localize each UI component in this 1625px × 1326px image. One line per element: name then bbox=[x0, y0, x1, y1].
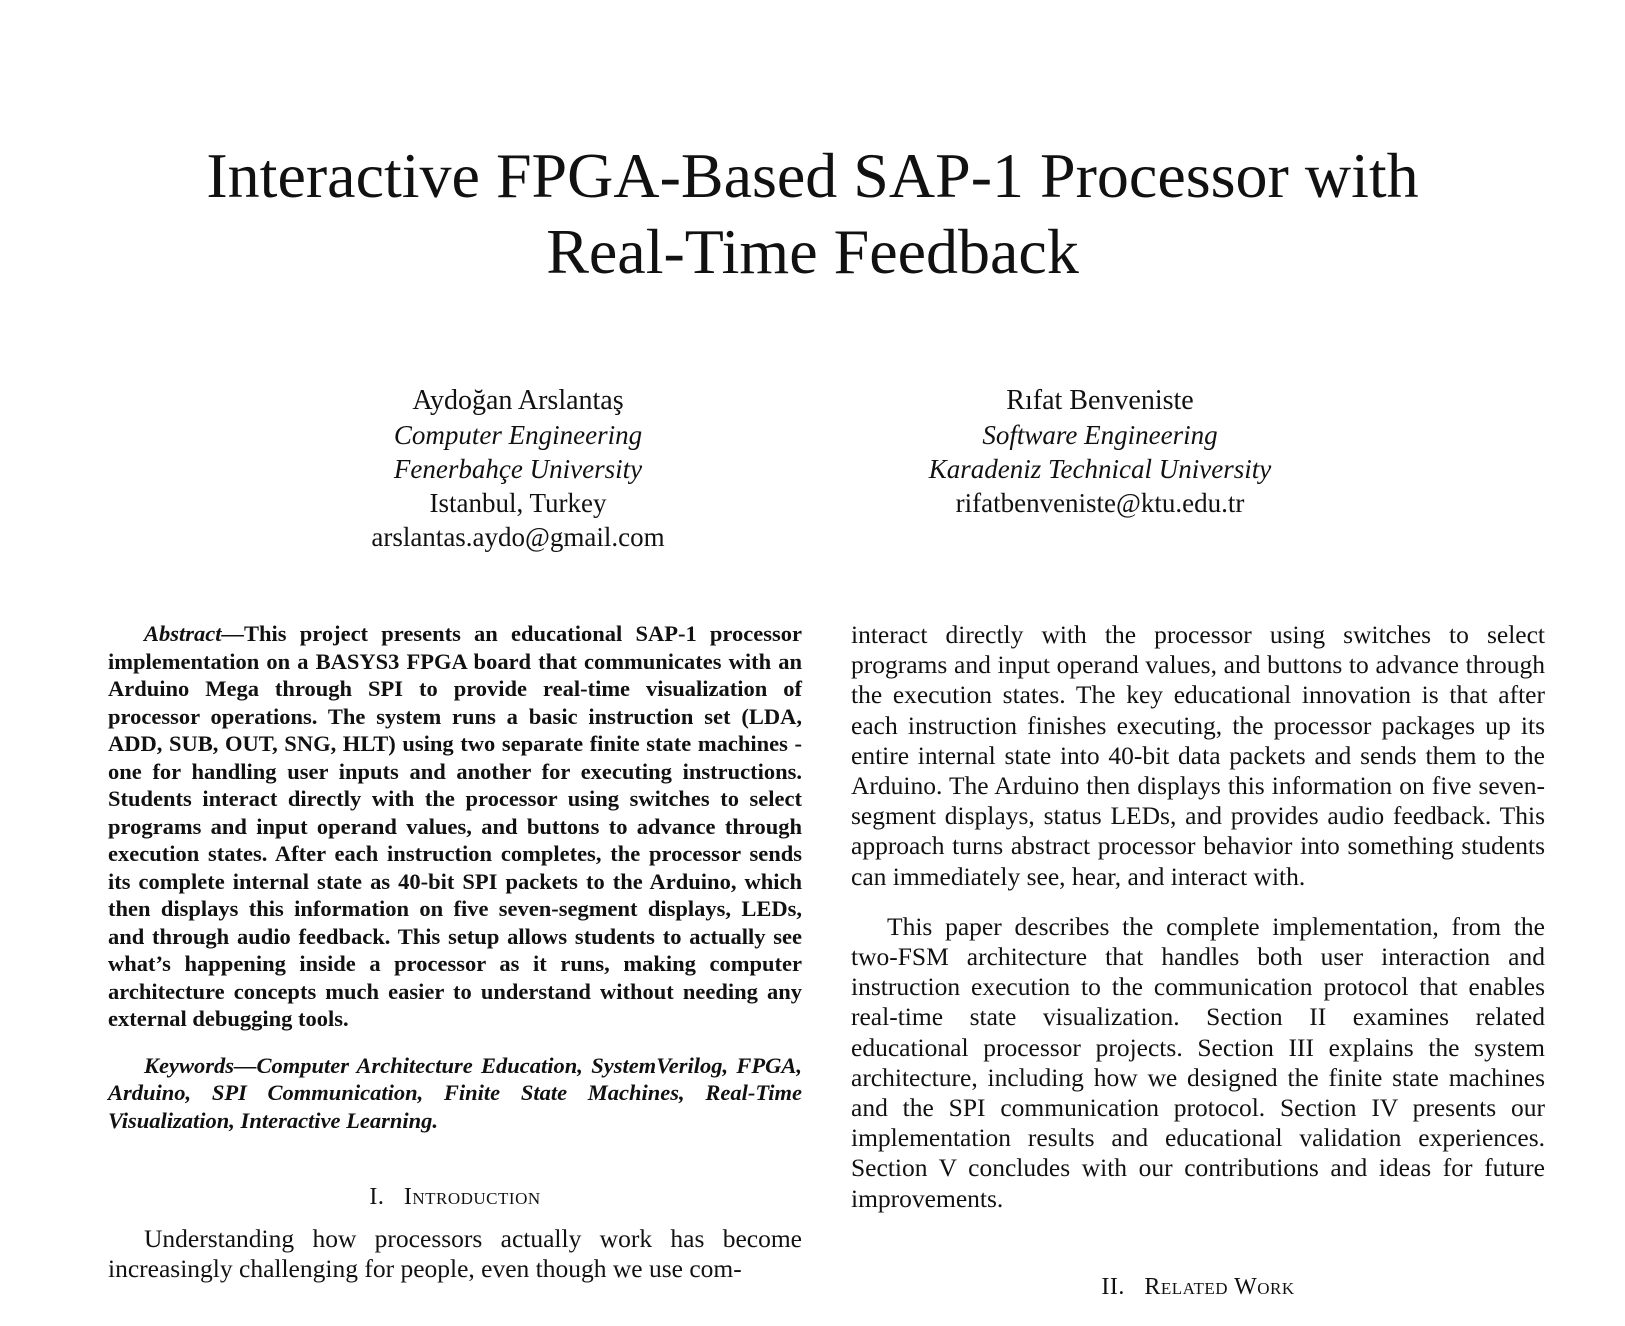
title-line-2: Real-Time Feedback bbox=[546, 216, 1079, 287]
keywords-label: Keywords— bbox=[144, 1052, 257, 1078]
section-number: I. bbox=[369, 1184, 385, 1210]
author-block-2 bbox=[900, 384, 1300, 520]
author-name: Aydoğan Arslantaş bbox=[412, 385, 624, 416]
abstract-text: This project presents an educational SAP-1 processor implementation on a BASYS3 FPGA board that communicates with an Arduino Mega through SPI to provide real-time visualization of processor operations. The system runs a basic instruction set (LDA, ADD, SUB, OUT, SNG, HLT) using two separate finite state machines - one for handling user inputs and another for executing instructions. Students interact directly with the processor using switches to select programs and input operand values, and buttons to advance through execution states. After each instruction completes, the processor sends its complete internal state as 40-bit SPI packets to the Arduino, which then displays this information on five seven-segment displays, LEDs, and through audio feedback. This setup allows students to actually see what’s happening inside a processor as it runs, making computer architecture concepts much easier to understand without needing any external debugging tools. bbox=[108, 621, 802, 1031]
title-line-1: Interactive FPGA-Based SAP-1 Processor with bbox=[206, 140, 1419, 211]
author-location: Istanbul, Turkey bbox=[429, 488, 607, 518]
author-department: Computer Engineering bbox=[393, 420, 643, 450]
section-title: Related Work bbox=[1144, 1273, 1295, 1300]
author-block-1 bbox=[318, 384, 718, 554]
abstract-label: Abstract— bbox=[144, 621, 245, 646]
intro-continued-paragraph: interact directly with the processor using switches to select programs and input operand values, and buttons to advance through the execution states. The key educational innovation is that after each instruction finishes executing, the processor packages up its entire internal state into 40-bit data packets and sends them to the Arduino. The Arduino then displays this information on five seven-segment displays, status LEDs, and provides audio feedback. This approach turns abstract processor behavior into something students can immediately see, hear, and interact with. bbox=[851, 620, 1545, 891]
abstract bbox=[108, 620, 802, 1033]
introduction-paragraph: Understanding how processors actually work has become increasingly challenging for people, even though we use com- bbox=[108, 1224, 802, 1284]
keywords bbox=[108, 1052, 802, 1135]
keywords-text: Computer Architecture Education, SystemVerilog, FPGA, Arduino, SPI Communication, Finite State Machines, Real-Time Visualization, Interactive Learning. bbox=[108, 1052, 802, 1133]
author-institution: Fenerbahçe University bbox=[393, 454, 643, 484]
author-email: arslantas.aydo@gmail.com bbox=[371, 522, 665, 552]
paper-title bbox=[0, 138, 1625, 290]
section-number: II. bbox=[1101, 1273, 1125, 1300]
author-department: Software Engineering bbox=[982, 420, 1218, 450]
left-column bbox=[108, 620, 802, 1284]
author-institution: Karadeniz Technical University bbox=[928, 454, 1272, 484]
section-heading-introduction bbox=[108, 1182, 802, 1212]
section-title: Introduction bbox=[403, 1184, 541, 1210]
author-email: rifatbenveniste@ktu.edu.tr bbox=[955, 488, 1245, 518]
section-heading-related-work bbox=[851, 1272, 1545, 1302]
right-column bbox=[851, 620, 1545, 1314]
author-name: Rıfat Benveniste bbox=[1006, 385, 1194, 416]
paper-outline-paragraph: This paper describes the complete implementation, from the two-FSM architecture that handles both user interaction and instruction execution to the communication protocol that enables real-time state visualization. Section II examines related educational processor projects. Section III explains the system architecture, including how we designed the finite state machines and the SPI communication protocol. Section IV presents our implementation results and educational validation experiences. Section V concludes with our contributions and ideas for future improvements. bbox=[851, 911, 1545, 1213]
